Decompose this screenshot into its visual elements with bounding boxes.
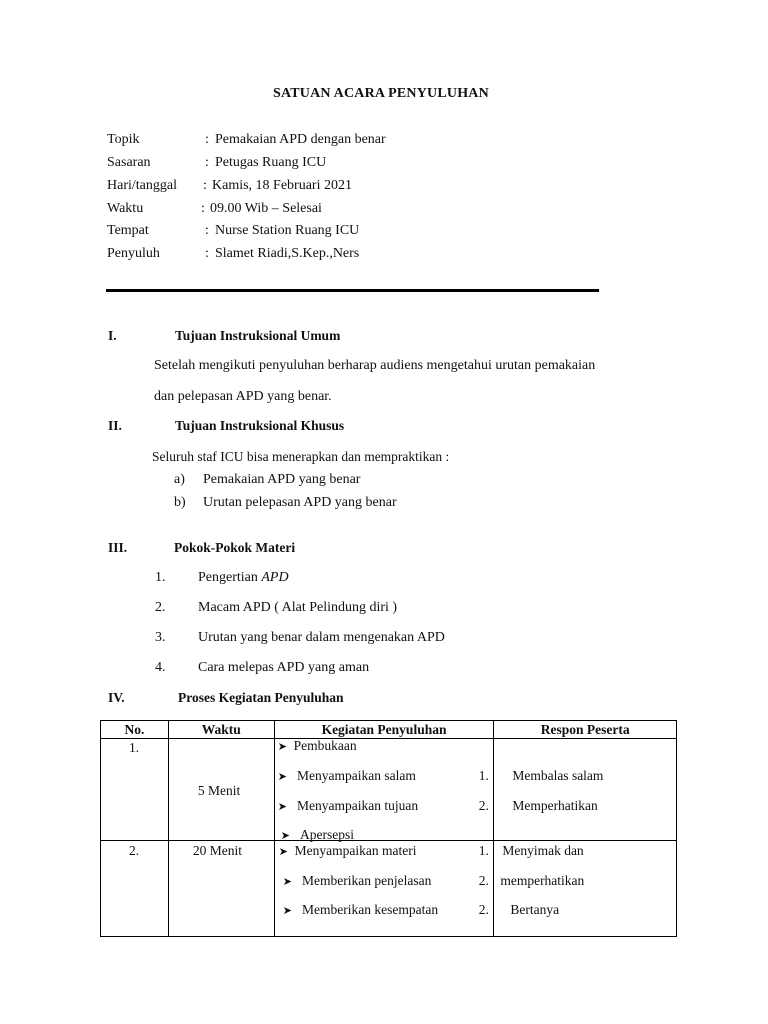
activity-table	[100, 720, 677, 937]
arrow-bullet-icon: ➤	[277, 741, 287, 753]
activity-item	[283, 902, 438, 918]
list-item-marker: 3.	[155, 630, 166, 645]
row-number: 1.	[129, 740, 140, 755]
table-header-no: No.	[101, 721, 169, 739]
row-number: 2.	[129, 843, 140, 858]
section-1-number: I.	[108, 328, 117, 343]
activity-text: Menyampaikan salam	[297, 768, 416, 783]
table-cell-respon	[494, 739, 677, 841]
arrow-bullet-icon: ➤	[282, 905, 292, 917]
table-cell-no	[101, 739, 169, 841]
list-item-marker: 2.	[155, 600, 166, 615]
table-header-kegiatan: Kegiatan Penyuluhan	[274, 721, 494, 739]
meta-label-topik: Topik	[107, 132, 140, 147]
meta-value-topik: Pemakaian APD dengan benar	[215, 132, 386, 147]
meta-sep: :	[205, 155, 209, 170]
section-2-intro: Seluruh staf ICU bisa menerapkan dan mempraktikan :	[152, 449, 450, 464]
arrow-bullet-icon: ➤	[282, 876, 292, 888]
meta-value-penyuluh: Slamet Riadi,S.Kep.,Ners	[215, 246, 360, 261]
section-2-heading: Tujuan Instruksional Khusus	[175, 418, 345, 433]
list-item-marker: 4.	[155, 660, 166, 675]
meta-sep: :	[203, 178, 207, 193]
activity-item	[279, 843, 417, 859]
table-cell-respon	[494, 841, 677, 937]
activity-text: Memberikan kesempatan	[302, 902, 439, 917]
meta-label-hari-tanggal: Hari/tanggal	[107, 178, 177, 193]
section-3-number: III.	[108, 540, 128, 555]
table-header-waktu: Waktu	[168, 721, 274, 739]
list-item-marker: 1.	[155, 570, 166, 585]
list-item-marker: b)	[174, 495, 186, 510]
list-item: Urutan yang benar dalam mengenakan APD	[198, 630, 445, 645]
list-item: Cara melepas APD yang aman	[198, 660, 370, 675]
meta-label-penyuluh: Penyuluh	[107, 246, 160, 261]
list-item: Pemakaian APD yang benar	[203, 472, 361, 487]
section-1-line-1: Setelah mengikuti penyuluhan berharap audiens mengetahui urutan pemakaian	[154, 358, 596, 373]
activity-text: Menyampaikan tujuan	[297, 798, 419, 813]
table-cell-no	[101, 841, 169, 937]
table-cell-waktu	[168, 841, 274, 937]
section-1-line-2: dan pelepasan APD yang benar.	[154, 389, 332, 404]
activity-text: Pembukaan	[293, 738, 357, 753]
section-2-number: II.	[108, 418, 122, 433]
table-cell-waktu	[168, 739, 274, 841]
table-header-row	[101, 721, 677, 739]
list-item-text: Pengertian	[198, 570, 262, 585]
response-marker: 1.	[478, 768, 489, 783]
table-cell-kegiatan	[274, 841, 494, 937]
meta-label-waktu: Waktu	[107, 201, 144, 216]
response-marker: 2.	[478, 902, 489, 917]
meta-value-waktu: 09.00 Wib – Selesai	[210, 201, 322, 216]
activity-item	[278, 798, 418, 814]
activity-text: Menyampaikan materi	[294, 843, 417, 858]
activity-item	[283, 873, 432, 889]
divider-rule	[106, 289, 599, 292]
meta-sep: :	[205, 223, 209, 238]
list-item-emphasis: APD	[261, 570, 289, 585]
section-4-number: IV.	[108, 690, 125, 705]
meta-value-hari-tanggal: Kamis, 18 Februari 2021	[212, 178, 352, 193]
list-item: Macam APD ( Alat Pelindung diri )	[198, 600, 398, 615]
activity-item	[278, 768, 416, 784]
meta-label-sasaran: Sasaran	[107, 155, 151, 170]
table-row	[101, 739, 677, 841]
activity-text: Memberikan penjelasan	[302, 873, 432, 888]
response-marker: 2.	[478, 873, 489, 888]
section-3-heading: Pokok-Pokok Materi	[174, 540, 296, 555]
list-item: Urutan pelepasan APD yang benar	[203, 495, 397, 510]
arrow-bullet-icon: ➤	[277, 801, 287, 813]
meta-label-tempat: Tempat	[107, 223, 149, 238]
meta-value-tempat: Nurse Station Ruang ICU	[215, 223, 360, 238]
table-header-respon: Respon Peserta	[494, 721, 677, 739]
arrow-bullet-icon: ➤	[278, 846, 288, 858]
arrow-bullet-icon: ➤	[280, 830, 290, 842]
activity-text: Apersepsi	[300, 827, 355, 842]
section-1-heading: Tujuan Instruksional Umum	[175, 328, 341, 343]
row-duration: 5 Menit	[197, 783, 241, 798]
response-text: Membalas salam	[512, 768, 604, 783]
response-text: Memperhatikan	[512, 798, 598, 813]
row-duration: 20 Menit	[192, 843, 242, 858]
page-title: SATUAN ACARA PENYULUHAN	[273, 86, 489, 101]
table-cell-kegiatan	[274, 739, 494, 841]
table-row	[101, 841, 677, 937]
meta-sep: :	[201, 201, 205, 216]
activity-item	[278, 738, 357, 754]
meta-sep: :	[205, 246, 209, 261]
meta-value-sasaran: Petugas Ruang ICU	[215, 155, 327, 170]
list-item	[198, 570, 289, 586]
response-marker: 1.	[478, 843, 489, 858]
arrow-bullet-icon: ➤	[277, 771, 287, 783]
response-text: Bertanya	[510, 902, 560, 917]
section-4-heading: Proses Kegiatan Penyuluhan	[178, 690, 344, 705]
response-text: memperhatikan	[500, 873, 585, 888]
response-marker: 2.	[478, 798, 489, 813]
list-item-marker: a)	[174, 472, 185, 487]
meta-sep: :	[205, 132, 209, 147]
response-text: Menyimak dan	[502, 843, 584, 858]
